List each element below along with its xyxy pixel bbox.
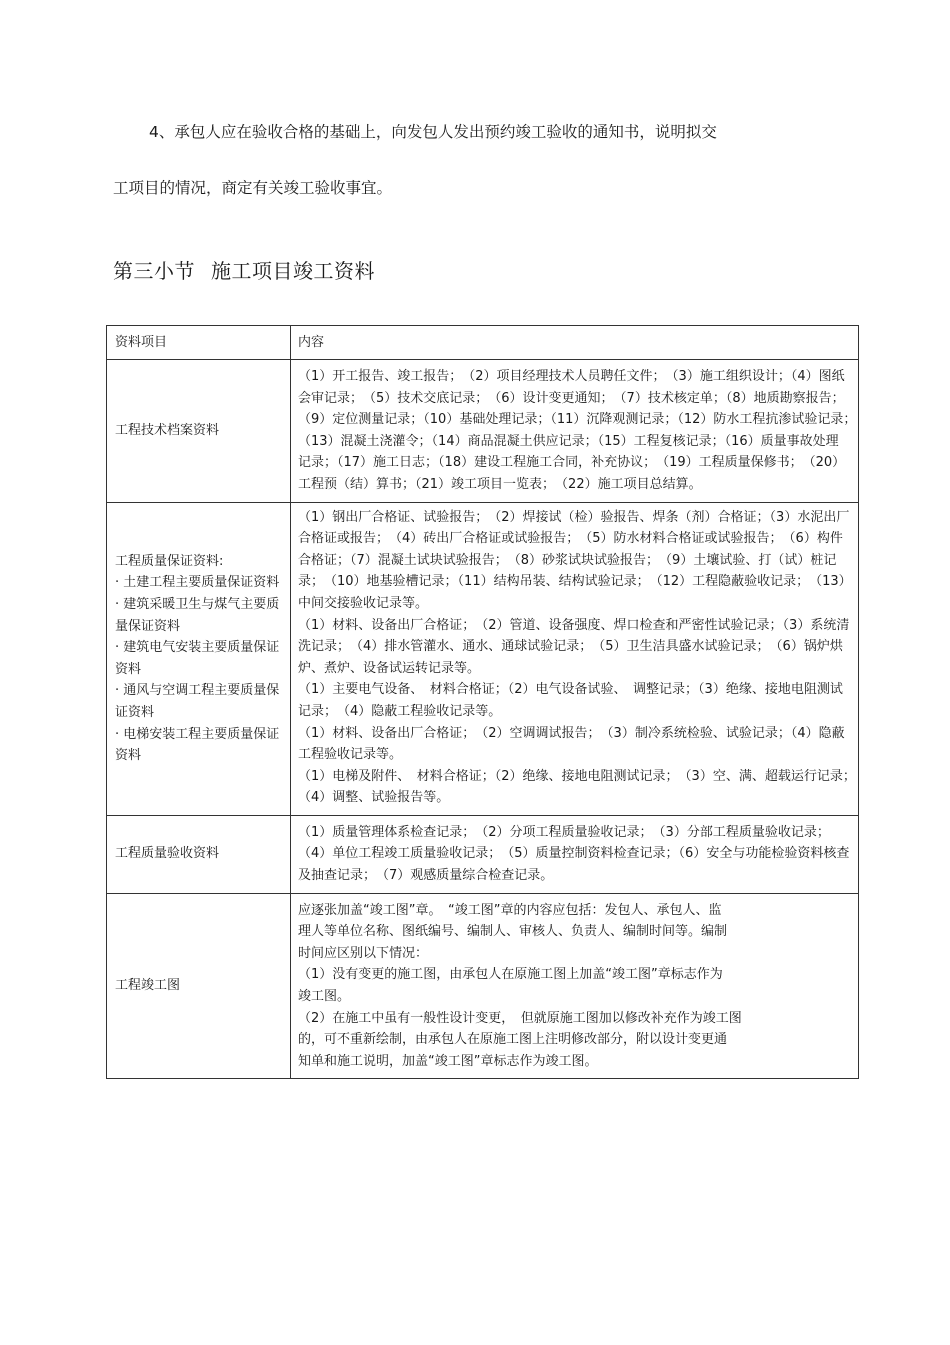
content-line: （2）在施工中虽有一般性设计变更， 但就原施工图加以修改补充作为竣工图	[298, 1010, 742, 1026]
content-text: （1）质量管理体系检查记录； （2）分项工程质量验收记录； （3）分部工程质量验收记录；（4）单位工程竣工质量验收记录； （5）质量控制资料检查记录；（6）安全与功能检验资料核查及抽查记录； （7）观感质量综合检查记录。	[298, 824, 850, 884]
content-lines	[298, 894, 851, 1079]
content-line: （1）没有变更的施工图，由承包人在原施工图上加盖“竣工图”章标志作为	[298, 967, 723, 983]
item-cell: 工程技术档案资料	[107, 360, 291, 503]
item-list	[115, 572, 283, 766]
content-line: 知单和施工说明，加盖“竣工图”章标志作为竣工图。	[298, 1053, 598, 1069]
content-group-hvac: （1）材料、设备出厂合格证； （2）空调调试报告； （3）制冷系统检验、试验记录；（4）隐蔽工程验收记录等。	[298, 725, 845, 763]
list-item: · 通风与空调工程主要质量保证资料	[115, 683, 280, 720]
list-item: · 土建工程主要质量保证资料	[115, 575, 280, 591]
content-group-elevator: （1）电梯及附件、 材料合格证；（2）绝缘、接地电阻测试记录； （3）空、满、超载运行记录； （4）调整、试验报告等。	[298, 768, 863, 806]
header-cell-content: 内容	[291, 326, 859, 360]
content-group-civil: （1）钢出厂合格证、试验报告； （2）焊接试（检）验报告、焊条（剂）合格证；（3）水泥出厂合格证或报告； （4）砖出厂合格证或试验报告； （5）防水材料合格证或试验报告； （6）构件合格证；（7）混凝土试块试验报告； （8）砂浆试块试验报告； （9）土壤试验、打（试）桩记录； （10）地基验槽记录；（11）结构吊装、结构试验记录； （12）工程隐蔽验收记录； （13）中间交接验收记录等。	[298, 509, 850, 611]
content-line: 应逐张加盖“竣工图”章。 “竣工图”章的内容应包括：发包人、承包人、监	[298, 902, 722, 918]
content-line: 时间应区别以下情况：	[298, 945, 429, 961]
item-title: 工程质量保证资料:	[115, 553, 224, 569]
list-item: · 建筑电气安装主要质量保证资料	[115, 640, 280, 677]
content-group-plumbing: （1）材料、设备出厂合格证； （2）管道、设备强度、焊口检查和严密性试验记录；（3）系统清洗记录； （4）排水管灌水、通水、通球试验记录； （5）卫生洁具盛水试验记录； （6）锅炉烘炉、煮炉、设备试运转记录等。	[298, 617, 850, 676]
header-cell-item: 资料项目	[107, 326, 291, 360]
content-line: 理人等单位名称、图纸编号、编制人、审核人、负责人、编制时间等。编制	[298, 924, 728, 940]
item-cell: 工程竣工图	[107, 893, 291, 1079]
item-cell	[107, 502, 291, 815]
content-cell	[291, 360, 863, 503]
list-item: · 电梯安装工程主要质量保证资料	[115, 726, 280, 764]
item-cell: 工程质量验收资料	[107, 815, 291, 893]
content-cell	[291, 502, 863, 815]
section-number: 第三小节	[113, 259, 195, 283]
content-groups	[298, 503, 863, 815]
content-group-electrical: （1）主要电气设备、 材料合格证；（2）电气设备试验、 调整记录；（3）绝缘、接地电阻测试记录； （4）隐蔽工程验收记录等。	[298, 682, 843, 719]
section-title: 施工项目竣工资料	[211, 259, 375, 283]
content-text: （1）开工报告、竣工报告； （2）项目经理技术人员聘任文件； （3）施工组织设计；（4）图纸会审记录； （5）技术交底记录； （6）设计变更通知； （7）技术核定单；（8）地质勘察报告；（9）定位测量记录；（10）基础处理记录；（11）沉降观测记录；（12）防水工程抗渗试验记录； （13）混凝土浇灌令；（14）商品混凝土供应记录；（15）工程复核记录；（16）质量事故处理记录；（17）施工日志；（18）建设工程施工合同，补充协议； （19）工程质量保修书； （20）工程预（结）算书；（21）竣工项目一览表； （22）施工项目总结算。	[298, 369, 863, 492]
section-heading	[113, 255, 375, 284]
content-line: 竣工图。	[298, 989, 351, 1005]
content-cell	[291, 815, 859, 893]
paragraph-item-4: 4、承包人应在验收合格的基础上，向发包人发出预约竣工验收的通知书，说明拟交	[149, 123, 717, 141]
table-row	[107, 815, 859, 893]
content-line: 的，可不重新绘制，由承包人在原施工图上注明修改部分，附以设计变更通	[298, 1032, 728, 1048]
paragraph-continuation: 工项目的情况，商定有关竣工验收事宜。	[113, 179, 393, 197]
table-row	[107, 502, 859, 815]
content-cell	[291, 893, 859, 1079]
table-row	[107, 360, 859, 503]
table-row	[107, 893, 859, 1079]
table-header-row	[107, 326, 859, 360]
list-item: · 建筑采暖卫生与煤气主要质量保证资料	[115, 596, 280, 634]
documents-table	[106, 325, 863, 1079]
